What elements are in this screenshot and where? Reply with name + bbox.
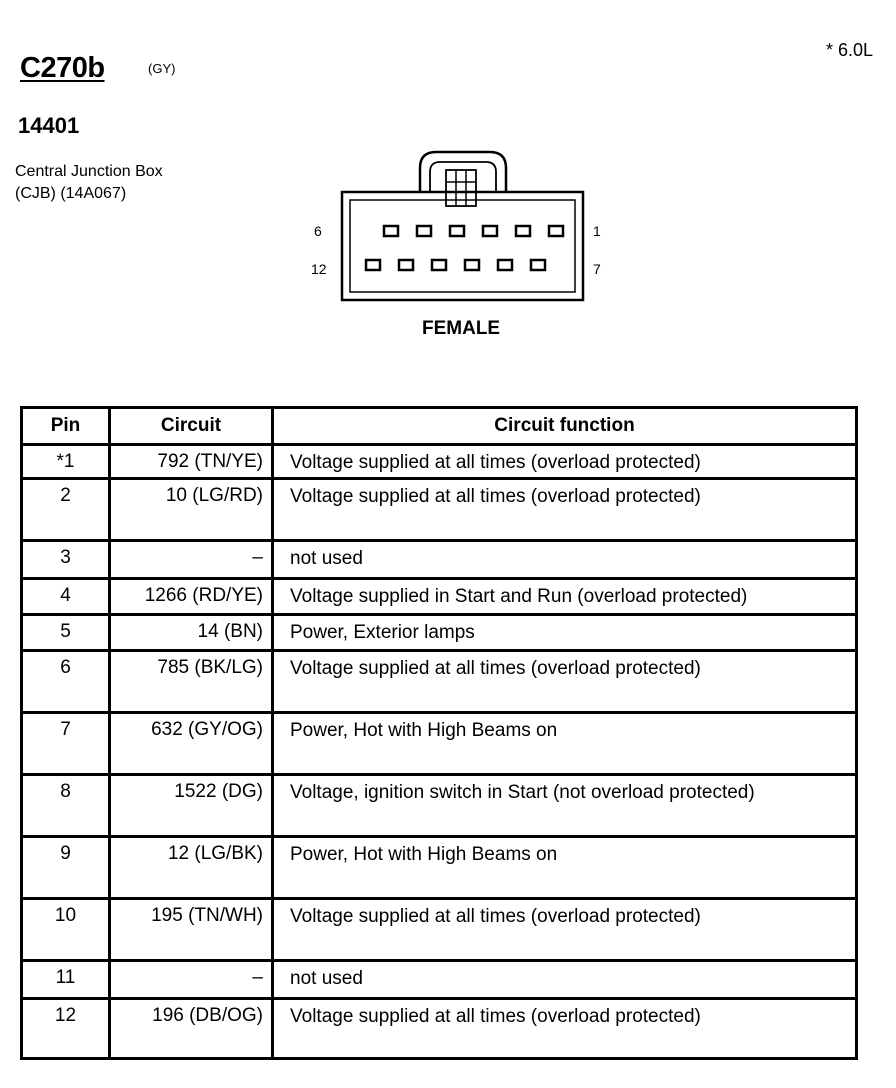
pin-cell: 9 bbox=[22, 837, 110, 899]
pin-cell: 3 bbox=[22, 541, 110, 579]
cavity-pin-7 bbox=[531, 260, 545, 270]
table-row bbox=[22, 579, 857, 615]
header-pin: Pin bbox=[22, 408, 110, 445]
component-codes: (CJB) (14A067) bbox=[15, 185, 127, 202]
pin-cell: 7 bbox=[22, 713, 110, 775]
variant-note: * 6.0L bbox=[826, 40, 874, 60]
cavity-pin-8 bbox=[498, 260, 512, 270]
function-cell: Voltage supplied at all times (overload protected) bbox=[273, 479, 857, 541]
table-header-row bbox=[22, 408, 857, 445]
function-cell: not used bbox=[273, 541, 857, 579]
circuit-cell: 196 (DB/OG) bbox=[110, 999, 273, 1059]
table-row bbox=[22, 651, 857, 713]
circuit-cell: 792 (TN/YE) bbox=[110, 445, 273, 479]
function-cell: Voltage supplied at all times (overload protected) bbox=[273, 651, 857, 713]
table-row bbox=[22, 445, 857, 479]
table-row bbox=[22, 615, 857, 651]
pin-cell: 6 bbox=[22, 651, 110, 713]
circuit-cell: 14 (BN) bbox=[110, 615, 273, 651]
function-cell: Voltage supplied at all times (overload protected) bbox=[273, 899, 857, 961]
circuit-cell: 12 (LG/BK) bbox=[110, 837, 273, 899]
cavity-pin-9 bbox=[465, 260, 479, 270]
function-cell: Voltage, ignition switch in Start (not overload protected) bbox=[273, 775, 857, 837]
pin-cell: *1 bbox=[22, 445, 110, 479]
function-cell: Voltage supplied at all times (overload protected) bbox=[273, 445, 857, 479]
table-row bbox=[22, 479, 857, 541]
pin-cell: 10 bbox=[22, 899, 110, 961]
circuit-cell: 195 (TN/WH) bbox=[110, 899, 273, 961]
pin-label-1: 1 bbox=[593, 223, 601, 239]
component-description: Central Junction Box bbox=[15, 163, 163, 180]
function-cell: Power, Hot with High Beams on bbox=[273, 837, 857, 899]
circuit-cell: – bbox=[110, 961, 273, 999]
pin-label-7: 7 bbox=[593, 261, 601, 277]
pin-cell: 5 bbox=[22, 615, 110, 651]
pin-cell: 4 bbox=[22, 579, 110, 615]
cavity-pin-12 bbox=[366, 260, 380, 270]
pin-label-6: 6 bbox=[314, 223, 322, 239]
table-row bbox=[22, 713, 857, 775]
pin-cell: 12 bbox=[22, 999, 110, 1059]
circuit-cell: 1522 (DG) bbox=[110, 775, 273, 837]
table-row bbox=[22, 899, 857, 961]
pin-label-12: 12 bbox=[311, 261, 327, 277]
cavity-pin-5 bbox=[417, 226, 431, 236]
cavity-row-bottom bbox=[366, 260, 545, 270]
pin-cell: 11 bbox=[22, 961, 110, 999]
part-number: 14401 bbox=[18, 113, 80, 138]
connector-face-diagram bbox=[300, 140, 620, 310]
table-row bbox=[22, 961, 857, 999]
pin-cell: 2 bbox=[22, 479, 110, 541]
cavity-pin-2 bbox=[516, 226, 530, 236]
header-function: Circuit function bbox=[273, 408, 857, 445]
cavity-pin-1 bbox=[549, 226, 563, 236]
cavity-row-top bbox=[384, 226, 563, 236]
circuit-cell: 1266 (RD/YE) bbox=[110, 579, 273, 615]
pin-cell: 8 bbox=[22, 775, 110, 837]
pinout-table bbox=[20, 406, 858, 1060]
header-circuit: Circuit bbox=[110, 408, 273, 445]
circuit-cell: 10 (LG/RD) bbox=[110, 479, 273, 541]
circuit-cell: 785 (BK/LG) bbox=[110, 651, 273, 713]
cavity-pin-3 bbox=[483, 226, 497, 236]
table-row bbox=[22, 999, 857, 1059]
function-cell: Voltage supplied in Start and Run (overload protected) bbox=[273, 579, 857, 615]
cavity-pin-4 bbox=[450, 226, 464, 236]
connector-id: C270b bbox=[20, 52, 105, 84]
circuit-cell: 632 (GY/OG) bbox=[110, 713, 273, 775]
cavity-pin-10 bbox=[432, 260, 446, 270]
cavity-pin-6 bbox=[384, 226, 398, 236]
table-row bbox=[22, 837, 857, 899]
table-row bbox=[22, 775, 857, 837]
cavity-pin-11 bbox=[399, 260, 413, 270]
connector-housing bbox=[342, 192, 583, 300]
connector-color: (GY) bbox=[148, 61, 176, 76]
function-cell: Power, Hot with High Beams on bbox=[273, 713, 857, 775]
function-cell: Power, Exterior lamps bbox=[273, 615, 857, 651]
circuit-cell: – bbox=[110, 541, 273, 579]
locking-tab bbox=[420, 152, 506, 192]
function-cell: not used bbox=[273, 961, 857, 999]
function-cell: Voltage supplied at all times (overload protected) bbox=[273, 999, 857, 1059]
table-row bbox=[22, 541, 857, 579]
gender-label: FEMALE bbox=[422, 318, 501, 339]
